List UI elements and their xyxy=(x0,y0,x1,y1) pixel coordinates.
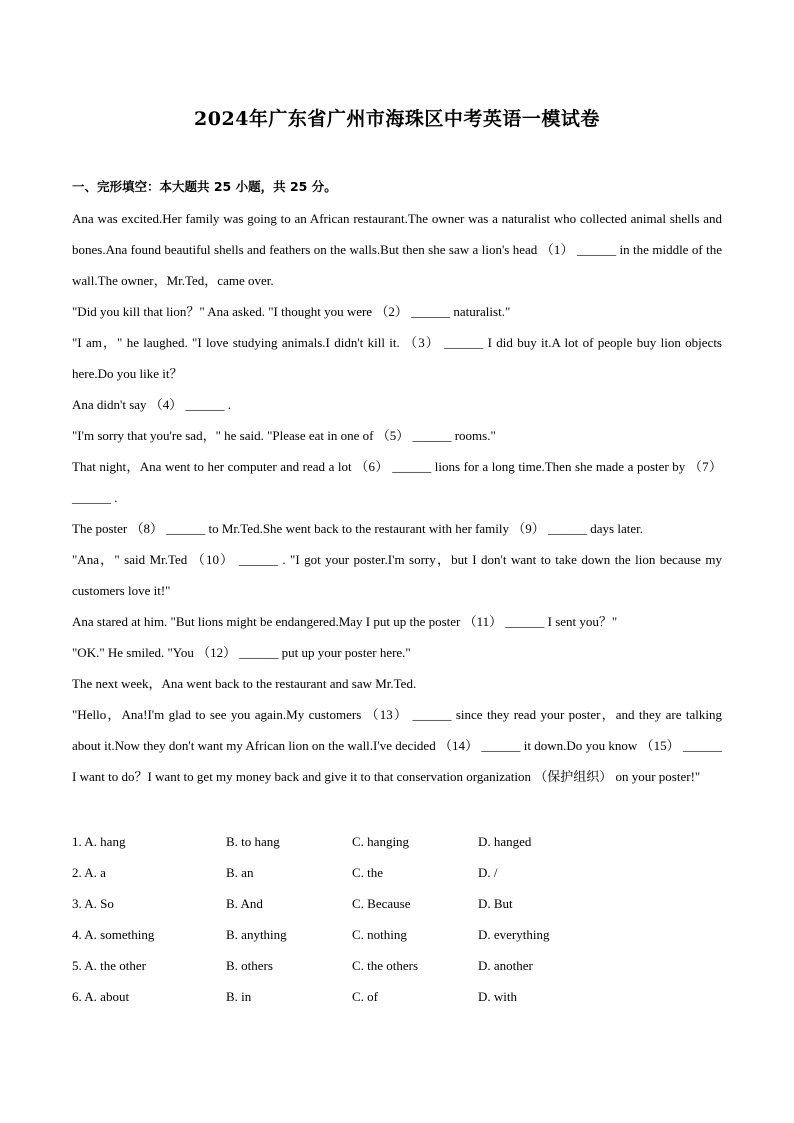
passage-paragraph: The next week，Ana went back to the restaurant and saw Mr.Ted. xyxy=(72,676,417,691)
option-b: B. an xyxy=(226,865,254,880)
option-b: B. in xyxy=(226,989,252,1004)
option-b: B. others xyxy=(226,958,273,973)
option-b: B. to hang xyxy=(226,834,280,849)
passage-paragraph: "Did you kill that lion？" Ana asked. "I thought you were （2） ______ naturalist." xyxy=(72,304,511,319)
option-d: D. everything xyxy=(478,927,550,942)
option-b: B. anything xyxy=(226,927,287,942)
option-a: 2. A. a xyxy=(72,865,106,880)
section-heading: 一、完形填空：本大题共 25 小题，共 25 分。 xyxy=(72,179,337,194)
option-d: D. But xyxy=(478,896,513,911)
option-c: C. of xyxy=(352,989,378,1004)
question-row xyxy=(72,950,722,981)
question-row xyxy=(72,857,722,888)
passage-paragraph: "Hello，Ana!I'm glad to see you again.My customers （13） ______ since they read your poster，and they are talking about it.Now they don't want my African lion on the wall.I've decided （14） ______ it down.Do you know （15） ______ I want to do？I want to get my money back and give it to that conservation organization （保护组织） on your poster!" xyxy=(72,707,722,784)
passage-paragraph: "Ana，" said Mr.Ted （10） ______ . "I got your poster.I'm sorry，but I don't want to take down the lion because my customers love it!" xyxy=(72,552,722,598)
passage-paragraph: That night，Ana went to her computer and read a lot （6） ______ lions for a long time.Then she made a poster by （7） ______ . xyxy=(72,459,722,505)
question-row xyxy=(72,919,722,950)
cloze-passage xyxy=(72,203,722,792)
passage-paragraph: The poster （8） ______ to Mr.Ted.She went back to the restaurant with her family （9） ______ days later. xyxy=(72,521,643,536)
passage-paragraph: Ana stared at him. "But lions might be endangered.May I put up the poster （11） ______ I sent you？" xyxy=(72,614,618,629)
answer-options xyxy=(72,826,722,1012)
passage-paragraph: "I'm sorry that you're sad，" he said. "Please eat in one of （5） ______ rooms." xyxy=(72,428,496,443)
option-a: 5. A. the other xyxy=(72,958,147,973)
question-row xyxy=(72,888,722,919)
question-row xyxy=(72,981,722,1012)
option-a: 1. A. hang xyxy=(72,834,126,849)
passage-paragraph: "OK." He smiled. "You （12） ______ put up your poster here." xyxy=(72,645,411,660)
option-a: 4. A. something xyxy=(72,927,155,942)
option-c: C. the xyxy=(352,865,384,880)
option-c: C. nothing xyxy=(352,927,407,942)
option-c: C. hanging xyxy=(352,834,410,849)
option-d: D. hanged xyxy=(478,834,532,849)
option-b: B. And xyxy=(226,896,263,911)
option-d: D. another xyxy=(478,958,533,973)
passage-paragraph: Ana didn't say （4） ______ . xyxy=(72,397,232,412)
option-d: D. / xyxy=(478,865,498,880)
page-title: 2024年广东省广州市海珠区中考英语一模试卷 xyxy=(194,108,600,130)
option-d: D. with xyxy=(478,989,517,1004)
option-a: 6. A. about xyxy=(72,989,130,1004)
option-a: 3. A. So xyxy=(72,896,114,911)
option-c: C. the others xyxy=(352,958,419,973)
question-row xyxy=(72,826,722,857)
passage-paragraph: "I am，" he laughed. "I love studying animals.I didn't kill it. （3） ______ I did buy it.A lot of people buy lion objects here.Do you like it？ xyxy=(72,335,722,381)
option-c: C. Because xyxy=(352,896,411,911)
passage-paragraph: Ana was excited.Her family was going to an African restaurant.The owner was a naturalist who collected animal shells and bones.Ana found beautiful shells and feathers on the walls.But then she saw a lion's head （1） ______ in the middle of the wall.The owner，Mr.Ted，came over. xyxy=(72,211,722,288)
